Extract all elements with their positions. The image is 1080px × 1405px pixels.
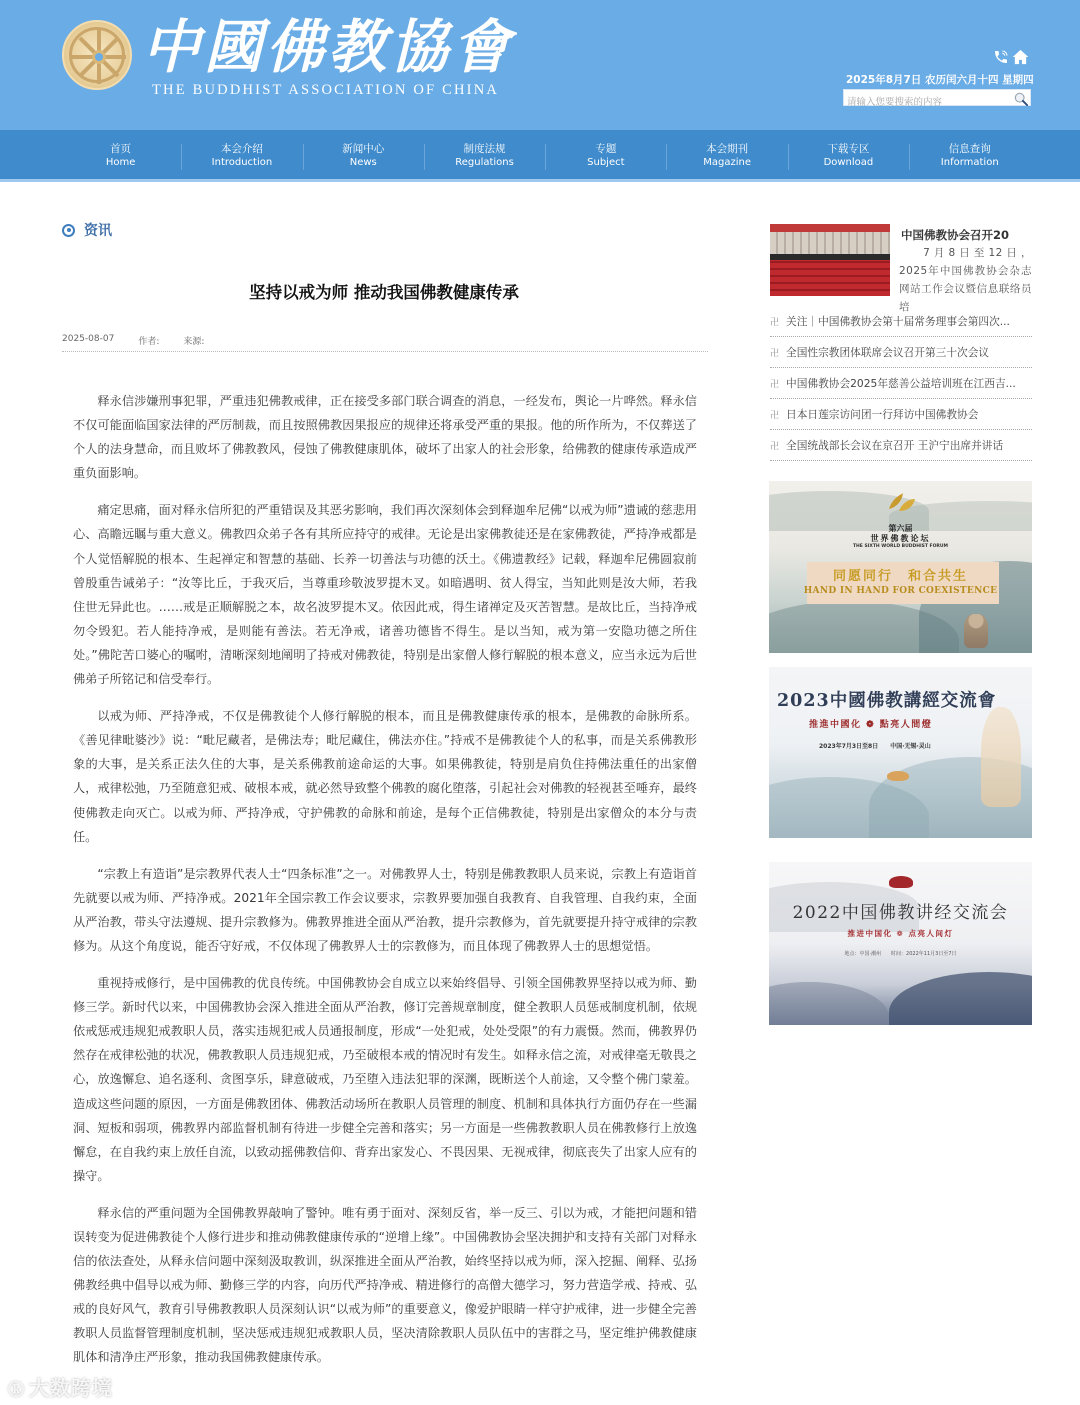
nav-item-subject[interactable]: 专题 Subject xyxy=(545,130,666,179)
logo-chinese-text[interactable]: 中國佛教協會 xyxy=(142,13,515,81)
swastika-bullet-icon: 卍 xyxy=(770,410,780,421)
featured-news-title[interactable]: 中国佛教协会召开20 xyxy=(901,228,1010,242)
article-paragraph: 释永信的严重问题为全国佛教界敲响了警钟。唯有勇于面对、深刻反省，举一反三、引以为戒，才能把问题和错误转变为促进佛教徒个人修行进步和推动佛教健康传承的“逆增上缘”。中国佛教协会坚决拥护和支持有关部门对释永信的依法查处，从释永信问题中深刻汲取教训，纵深推进全面从严治教，始终坚持以戒为师，深入挖掘、阐释、弘扬佛教经典中倡导以戒为师、勤修三学的内容，向历代严持净戒、精进修行的高僧大德学习，努力营造学戒、持戒、弘戒的良好风气，教育引导佛教教职人员深刻认识“以戒为师”的重要意义，像爱护眼睛一样守护戒律，进一步健全完善教职人员监督管理制度机制，坚决惩戒违规犯戒教职人员，坚决清除教职人员队伍中的害群之马，坚定维护佛教健康肌体和清净庄严形象，推动我国佛教健康传承。 xyxy=(73,1205,697,1365)
article-author-label: 作者: xyxy=(138,337,160,347)
phone-icon[interactable] xyxy=(993,49,1009,70)
search-box xyxy=(843,89,1031,106)
home-icon[interactable] xyxy=(1012,49,1029,70)
swastika-bullet-icon: 卍 xyxy=(770,379,780,390)
section-title: 资讯 xyxy=(84,223,112,239)
swastika-bullet-icon: 卍 xyxy=(770,348,780,359)
dharma-wheel-logo-icon[interactable] xyxy=(62,20,132,90)
article-source-label: 来源: xyxy=(183,337,205,347)
nav-item-information[interactable]: 信息查询 Information xyxy=(909,130,1030,179)
article-paragraph: 释永信涉嫌刑事犯罪，严重违犯佛教戒律，正在接受多部门联合调查的消息，一经发布，舆论一片哗然。释永信不仅可能面临国家法律的严厉制裁，而且按照佛教因果报应的规律还将承受严重的果报。他的所作所为，不仅葬送了个人的法身慧命，而且败坏了佛教教风，侵蚀了佛教健康肌体，破坏了出家人的社会形象，给佛教的健康传承造成严重负面影响。 xyxy=(73,394,697,481)
nav-item-introduction[interactable]: 本会介绍 Introduction xyxy=(181,130,302,179)
nav-item-regulations[interactable]: 制度法规 Regulations xyxy=(424,130,545,179)
news-list-item[interactable]: 卍 全国性宗教团体联席会议召开第三十次会议 xyxy=(770,337,1032,368)
meta-divider xyxy=(62,351,708,352)
news-list xyxy=(770,306,1032,461)
article-body xyxy=(73,389,697,1383)
buddha-statue-icon xyxy=(981,707,1021,807)
news-list-item[interactable]: 卍 中国佛教协会2025年慈善公益培训班在江西吉... xyxy=(770,368,1032,399)
article-meta xyxy=(62,334,228,347)
article-paragraph: 痛定思痛，面对释永信所犯的严重错误及其恶劣影响，我们再次深刻体会到释迦牟尼佛“以戒为师”遗诫的慈悲用心、高瞻远瞩与重大意义。佛教四众弟子各有其所应持守的戒律。无论是出家佛教徒还是在家佛教徒，严持净戒都是个人觉悟解脱的根本、生起禅定和智慧的基础、长养一切善法与功德的沃土。《佛遗教经》记载，释迦牟尼佛圆寂前曾殷重告诫弟子：“汝等比丘，于我灭后，当尊重珍敬波罗提木叉。如暗遇明、贫人得宝，当知此则是汝大师，若我住世无异此也。……戒是正顺解脱之本，故名波罗提木叉。依因此戒，得生诸禅定及灭苦智慧。是故比丘，当持净戒勿令毁犯。若人能持净戒，是则能有善法。若无净戒，诸善功德皆不得生。是以当知，戒为第一安隐功德之所住处。”佛陀苦口婆心的嘱咐，清晰深刻地阐明了持戒对佛教徒，特别是出家僧人修行解脱的根本意义，应当永远为后世佛弟子所铭记和信受奉行。 xyxy=(73,503,697,687)
nav-item-magazine[interactable]: 本会期刊 Magazine xyxy=(666,130,787,179)
featured-news-image[interactable] xyxy=(770,224,890,296)
article-paragraph: 以戒为师、严持净戒，不仅是佛教徒个人修行解脱的根本，而且是佛教健康传承的根本，是佛教的命脉所系。《善见律毗婆沙》说：“毗尼藏者，是佛法寿；毗尼藏住，佛法亦住。”持戒不是佛教徒个人的私事，而是关系佛教形象的大事，是关系正法久住的大事，是关系佛教前途命运的大事。如果佛教徒，特别是肩负住持佛法重任的出家僧人，戒律松弛，乃至随意犯戒、破根本戒，就必然导致整个佛教的腐化堕落，引起社会对佛教的轻视甚至唾弃，最终使佛教走向灭亡。以戒为师、严持净戒，守护佛教的命脉和前途，是每个正信佛教徒，特别是出家僧众的本分与责任。 xyxy=(73,709,697,844)
buddha-statue-icon xyxy=(964,614,988,648)
banner-world-buddhist-forum[interactable]: 第六届 世界佛教论坛 THE SIXTH WORLD BUDDHIST FORUM 同愿同行 和合共生 HAND IN HAND FOR COEXISTENCE xyxy=(769,481,1032,653)
news-list-item[interactable]: 卍 关注｜中国佛教协会第十届常务理事会第四次... xyxy=(770,306,1032,337)
nav-item-news[interactable]: 新闻中心 News xyxy=(303,130,424,179)
article-paragraph: 重视持戒修行，是中国佛教的优良传统。中国佛教协会自成立以来始终倡导、引领全国佛教界坚持以戒为师、勤修三学。新时代以来，中国佛教协会深入推进全面从严治教，修订完善规章制度，健全教职人员惩戒制度机制，依规依戒惩戒违规犯戒教职人员，落实违规犯戒人员通报制度，形成“一处犯戒，处处受限”的有力震慑。然而，佛教界仍然存在戒律松弛的状况，佛教教职人员违规犯戒，乃至破根本戒的情况时有发生。如释永信之流，对戒律毫无敬畏之心，放逸懈怠、追名逐利、贪图享乐，肆意破戒，乃至堕入违法犯罪的深渊，既断送个人前途，又令整个佛门蒙羞。造成这些问题的原因，一方面是佛教团体、佛教活动场所在教职人员管理的制度、机制和具体执行方面仍存在一些漏洞、短板和弱项，佛教界内部监督机制有待进一步健全完善和落实；另一方面是一些佛教教职人员在佛教修行上放逸懈怠，在自我约束上放任自流，以致动摇佛教信仰、背弃出家发心、不畏因果、无视戒律，彻底丧失了出家人应有的操守。 xyxy=(73,976,697,1183)
watermark: ⓚ 大数跨境 xyxy=(8,1376,114,1400)
target-circle-icon xyxy=(62,224,75,237)
swastika-bullet-icon: 卍 xyxy=(770,441,780,452)
logo-english-text: THE BUDDHIST ASSOCIATION OF CHINA xyxy=(152,82,500,98)
nav-item-download[interactable]: 下载专区 Download xyxy=(788,130,909,179)
lotus-icon xyxy=(889,876,913,888)
news-list-item[interactable]: 卍 日本日莲宗访问团一行拜访中国佛教协会 xyxy=(770,399,1032,430)
search-icon[interactable] xyxy=(1014,91,1027,104)
news-list-item[interactable]: 卍 全国统战部长会议在京召开 王沪宁出席并讲话 xyxy=(770,430,1032,461)
section-header xyxy=(62,220,112,240)
featured-news-desc: 7月8日至12日，2025年中国佛教协会杂志网站工作会议暨信息联络员培 xyxy=(899,247,1032,313)
article-title: 坚持以戒为师 推动我国佛教健康传承 xyxy=(249,283,519,302)
main-nav xyxy=(0,130,1080,182)
swastika-bullet-icon: 卍 xyxy=(770,317,780,328)
banner-2023-sutra-exchange[interactable]: 2023中國佛教講經交流會 推進中國化 ❁ 點亮人間燈 2023年7月3日至8日 中国·无锡·灵山 xyxy=(769,667,1032,838)
nav-item-home[interactable]: 首页 Home xyxy=(105,143,136,168)
banner-2022-sutra-exchange[interactable]: 2022中国佛教讲经交流会 推进中国化 ❁ 点亮人间灯 地点：中国·潮州 时间：2022年11月3日至7日 xyxy=(769,862,1032,1025)
featured-news[interactable] xyxy=(770,224,1032,313)
article-paragraph: “宗教上有造诣”是宗教界代表人士“四条标准”之一。对佛教界人士，特别是佛教教职人员来说，宗教上有造诣首先就要以戒为师、严持净戒。2021年全国宗教工作会议要求，宗教界要加强自我教育、自我管理、自我约束，全面从严治教，带头守法遵规、提升宗教修为。佛教界推进全面从严治教，提升宗教修为，首先就要提升持守戒律的宗教修为。从这个角度说，能否守好戒，不仅体现了佛教界人士的宗教修为，而且体现了佛教界人士的思想觉悟。 xyxy=(73,866,697,953)
lotus-logo-icon xyxy=(885,491,917,513)
watermark-logo-icon: ⓚ xyxy=(8,1380,26,1399)
search-input[interactable] xyxy=(844,95,1004,110)
site-header xyxy=(0,0,1080,130)
lotus-icon xyxy=(887,771,909,781)
current-date: 2025年8月7日 农历闰六月十四 星期四 xyxy=(846,74,1034,86)
article-date: 2025-08-07 xyxy=(62,334,115,344)
